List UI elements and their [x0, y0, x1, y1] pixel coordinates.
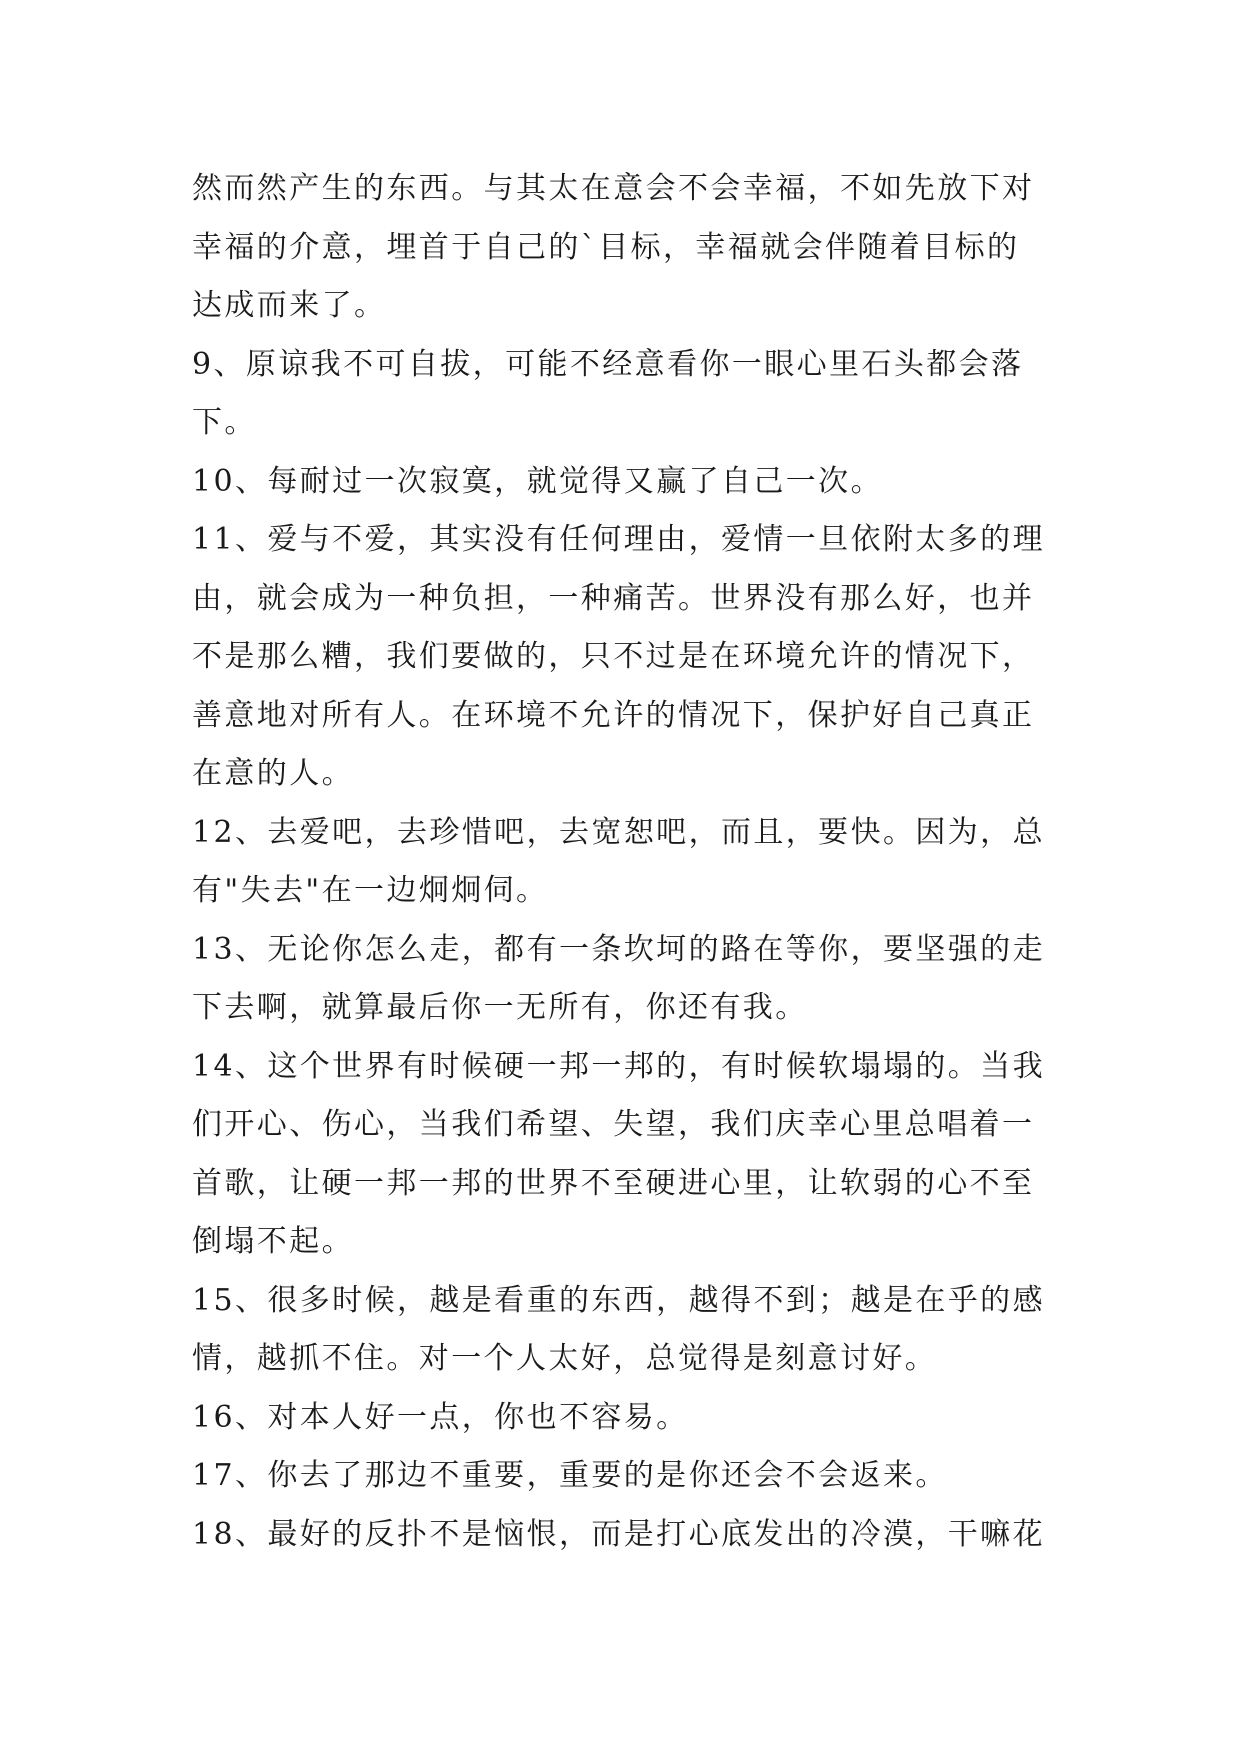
text-line: 下去啊，就算最后你一无所有，你还有我。 [192, 990, 808, 1025]
text-line: 9、原谅我不可自拔，可能不经意看你一眼心里石头都会落 [192, 346, 1024, 382]
text-line: 18、最好的反扑不是恼恨，而是打心底发出的冷漠，干嘛花 [192, 1516, 1045, 1552]
text-line: 10、每耐过一次寂寞，就觉得又赢了自己一次。 [192, 463, 883, 499]
text-line: 们开心、伤心，当我们希望、失望，我们庆幸心里总唱着一 [192, 1107, 1035, 1142]
text-line: 首歌，让硬一邦一邦的世界不至硬进心里，让软弱的心不至 [192, 1165, 1035, 1201]
text-line: 善意地对所有人。在环境不允许的情况下，保护好自己真正 [192, 697, 1035, 733]
text-line: 在意的人。 [192, 756, 354, 791]
text-line: 17、你去了那边不重要，重要的是你还会不会返来。 [192, 1458, 948, 1493]
text-line: 达成而来了。 [192, 288, 387, 323]
text-line: 情，越抓不住。对一个人太好，总觉得是刻意讨好。 [192, 1341, 938, 1376]
text-line: 12、去爱吧，去珍惜吧，去宽恕吧，而且，要快。因为，总 [192, 814, 1045, 850]
text-line: 下。 [192, 405, 257, 440]
text-line: 11、爱与不爱，其实没有任何理由，爱情一旦依附太多的理 [192, 522, 1045, 557]
text-line: 不是那么糟，我们要做的，只不过是在环境允许的情况下， [192, 639, 1035, 674]
text-line: 14、这个世界有时候硬一邦一邦的，有时候软塌塌的。当我 [192, 1048, 1045, 1084]
text-line: 倒塌不起。 [192, 1224, 354, 1259]
text-line: 16、对本人好一点，你也不容易。 [192, 1399, 689, 1435]
text-line: 13、无论你怎么走，都有一条坎坷的路在等你，要坚强的走 [192, 931, 1045, 967]
text-line: 有"失去"在一边炯炯伺。 [192, 873, 549, 908]
text-line: 然而然产生的东西。与其太在意会不会幸福，不如先放下对 [192, 171, 1035, 206]
document-body [192, 160, 1072, 1564]
text-line: 幸福的介意，埋首于自己的`目标，幸福就会伴随着目标的 [192, 229, 1020, 265]
text-line: 15、很多时候，越是看重的东西，越得不到；越是在乎的感 [192, 1282, 1045, 1318]
text-line: 由，就会成为一种负担，一种痛苦。世界没有那么好，也并 [192, 580, 1035, 616]
